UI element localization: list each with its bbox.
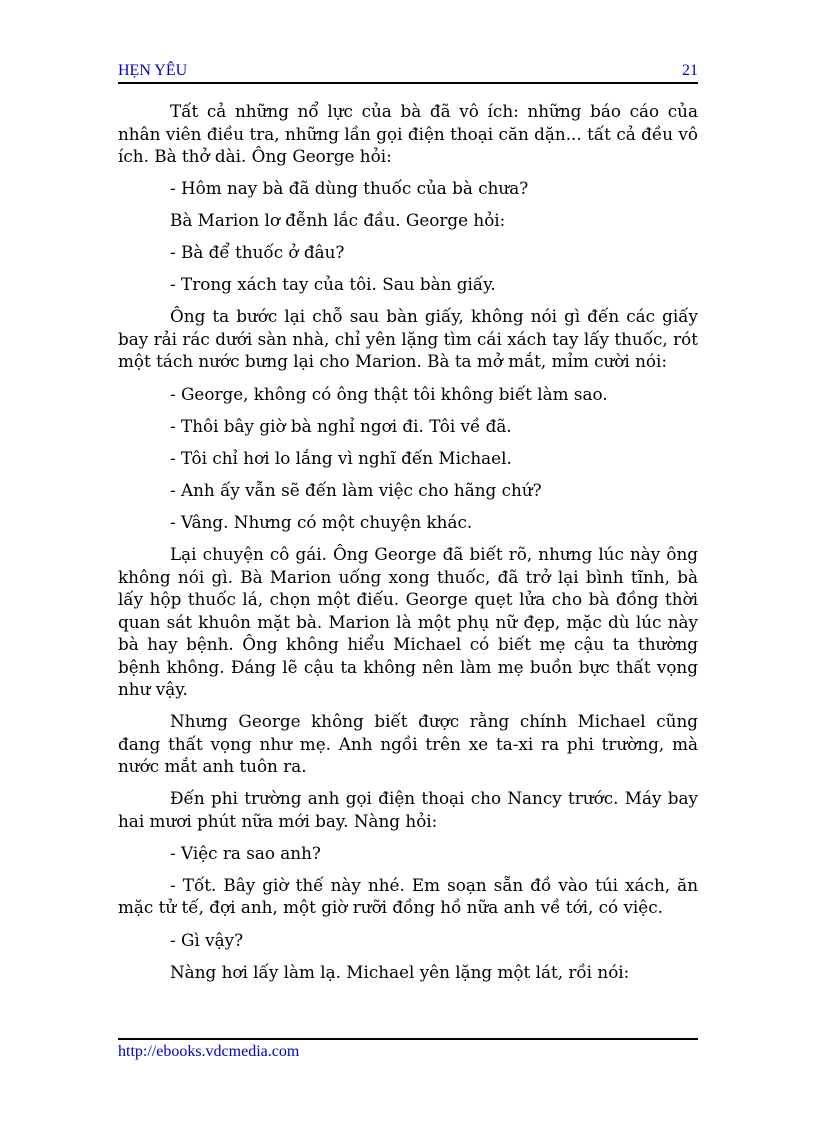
page-number: 21 bbox=[682, 62, 698, 79]
footer-divider bbox=[118, 1038, 698, 1040]
paragraph: - Trong xách tay của tôi. Sau bàn giấy. bbox=[170, 274, 496, 295]
book-title: HẸN YÊU bbox=[118, 62, 188, 79]
paragraph: - Bà để thuốc ở đâu? bbox=[170, 242, 345, 263]
paragraph: - Vâng. Nhưng có một chuyện khác. bbox=[170, 511, 473, 532]
paragraph: Bà Marion lơ đễnh lắc đầu. George hỏi: bbox=[170, 210, 506, 231]
paragraph: - Gì vậy? bbox=[170, 929, 244, 950]
paragraph: Tất cả những nổ lực của bà đã vô ích: những báo cáo của nhân viên điều tra, những lần gọi điện thoại căn dặn... tất cả đều vô ích. Bà thở dài. Ông George hỏi: bbox=[118, 101, 698, 166]
paragraph: - Việc ra sao anh? bbox=[170, 842, 321, 863]
footer-url[interactable]: http://ebooks.vdcmedia.com bbox=[118, 1043, 300, 1060]
paragraph: - Tôi chỉ hơi lo lắng vì nghĩ đến Michael. bbox=[170, 447, 512, 468]
paragraph: Đến phi trường anh gọi điện thoại cho Nancy trước. Máy bay hai mươi phút nữa mới bay. Nàng hỏi: bbox=[118, 788, 698, 831]
paragraph: - George, không có ông thật tôi không biết làm sao. bbox=[170, 383, 608, 404]
paragraph: - Tốt. Bây giờ thế này nhé. Em soạn sẵn đồ vào túi xách, ăn mặc tử tế, đợi anh, một giờ rưỡi đồng hồ nữa anh về tới, có việc. bbox=[118, 874, 698, 918]
paragraph: Nhưng George không biết được rằng chính Michael cũng đang thất vọng như mẹ. Anh ngồi trên xe ta-xi ra phi trường, mà nước mắt anh tuôn ra. bbox=[118, 711, 698, 777]
paragraph: - Thôi bây giờ bà nghỉ ngơi đi. Tôi về đã. bbox=[170, 415, 512, 436]
paragraph: Nàng hơi lấy làm lạ. Michael yên lặng một lát, rồi nói: bbox=[170, 961, 630, 982]
paragraph: - Hôm nay bà đã dùng thuốc của bà chưa? bbox=[170, 178, 529, 199]
page-body bbox=[118, 100, 698, 993]
paragraph: Ông ta bước lại chỗ sau bàn giấy, không nói gì đến các giấy bay rải rác dưới sàn nhà, chỉ yên lặng tìm cái xách tay lấy thuốc, rót một tách nước bưng lại cho Marion. Bà ta mở mắt, mỉm cười nói: bbox=[118, 306, 698, 372]
paragraph: - Anh ấy vẫn sẽ đến làm việc cho hãng chứ? bbox=[170, 479, 542, 500]
paragraph: Lại chuyện cô gái. Ông George đã biết rõ, nhưng lúc này ông không nói gì. Bà Marion uống xong thuốc, đã trở lại bình tĩnh, bà lấy hộp thuốc lá, chọn một điếu. George quẹt lửa cho bà đồng thời quan sát khuôn mặt bà. Marion là một phụ nữ đẹp, mặc dù lúc này bà hay bệnh. Ông không hiểu Michael có biết mẹ cậu ta thường bệnh không. Đáng lẽ cậu ta không nên làm mẹ buồn bực thất vọng như vậy. bbox=[118, 544, 698, 700]
running-header bbox=[118, 60, 698, 84]
